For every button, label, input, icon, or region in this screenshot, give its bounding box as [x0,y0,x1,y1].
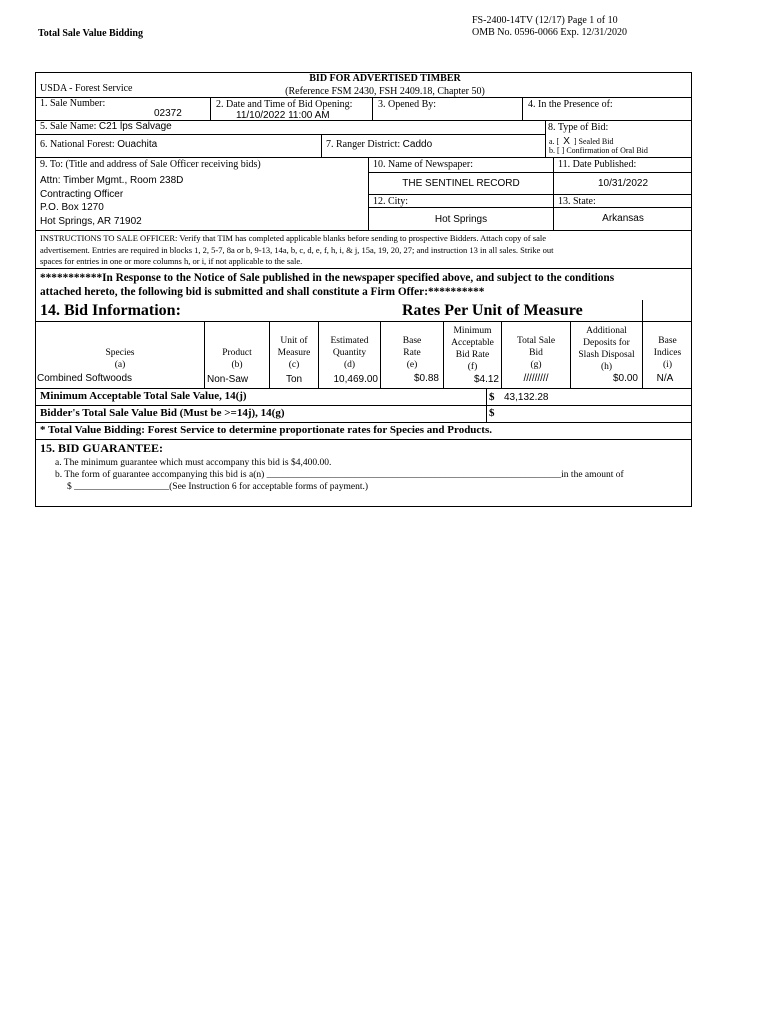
cell-slash-disposal[interactable]: $0.00 [612,373,638,384]
min-total-value[interactable]: 43,132.28 [504,392,549,403]
min-total-dollar: $ [489,391,495,403]
cell-species[interactable]: Combined Softwoods [37,373,133,384]
newspaper-value[interactable]: THE SENTINEL RECORD [402,178,520,189]
sealed-bid-option[interactable]: a. [ X ] Sealed Bid [549,136,614,147]
city-value[interactable]: Hot Springs [434,214,488,225]
bid-opening-label: 2. Date and Time of Bid Opening: [216,99,353,110]
presence-label: 4. In the Presence of: [528,99,613,110]
column-header-base-rate: Base Rate (e) [402,336,422,370]
column-header-unit: Unit of Measure (c) [277,336,311,370]
form-number: FS-2400-14TV (12/17) Page 1 of 10 [472,15,618,26]
ranger-district-value[interactable]: Caddo [402,139,433,150]
ranger-district-field [326,139,432,150]
national-forest-value[interactable]: Ouachita [117,139,158,150]
column-header-min-rate: Minimum Acceptable Bid Rate (f) [451,326,494,372]
cell-quantity[interactable]: 10,469.00 [333,374,378,385]
bid-guarantee-block[interactable] [55,457,624,493]
sale-name-field [40,121,172,132]
sealed-bid-check[interactable]: X [563,136,570,147]
column-header-species: Species (a) [105,348,135,370]
min-total-label: Minimum Acceptable Total Sale Value, 14(j) [40,390,247,402]
total-value-note: * Total Value Bidding: Forest Service to determine proportionate rates for Species and Products. [40,424,493,436]
cell-total-bid[interactable]: ///////// [523,373,549,384]
bid-opening-value[interactable]: 11/10/2022 11:00 AM [236,110,330,121]
rates-title: Rates Per Unit of Measure [402,302,583,319]
instructions-block: INSTRUCTIONS TO SALE OFFICER: Verify that TIM has completed applicable blanks before sending to prospective Bidders. Attach copy of sale advertisement. Entries are required in blocks 1, 2, 5-7, 8a or b, 9-13, 14a, b, c, d, e, f, h, i, & j, 15a, 19, 20, 27; and instruction 13 in all sales. Strike out spaces for entries in one or more columns h, or i, if not applicable to the sale. [40,233,554,266]
ranger-district-label: 7. Ranger District: [326,139,401,150]
address-line: Hot Springs, AR 71902 [40,215,142,227]
type-of-bid-label: 8. Type of Bid: [548,122,609,133]
bidder-total-dollar: $ [489,407,495,419]
document-title: Total Sale Value Bidding [38,28,143,39]
to-label: 9. To: (Title and address of Sale Officer receiving bids) [40,159,261,170]
state-label: 13. State: [558,196,596,207]
opened-by-label: 3. Opened By: [378,99,437,110]
national-forest-label: 6. National Forest: [40,139,115,150]
cell-min-rate[interactable]: $4.12 [473,374,499,385]
column-header-total-bid: Total Sale Bid (g) [516,336,556,370]
cell-product[interactable]: Non-Saw [207,374,249,385]
guarantee-line-b: b. The form of guarantee accompanying this bid is a(n) ______________________________________________________________in the amount of [55,470,624,480]
bid-info-title: 14. Bid Information: [40,302,181,319]
sale-number-label: 1. Sale Number: [40,98,106,109]
sale-name-value[interactable]: C21 lps Salvage [98,121,172,132]
agency-label: USDA - Forest Service [40,83,133,94]
oral-bid-option[interactable]: b. [ ] Confirmation of Oral Bid [549,146,648,155]
date-published-value[interactable]: 10/31/2022 [597,178,649,189]
guarantee-line-a: a. The minimum guarantee which must accompany this bid is $4,400.00. [55,458,332,468]
city-label: 12. City: [373,196,409,207]
form-reference: (Reference FSM 2430, FSH 2409.18, Chapter 50) [285,86,485,97]
sale-name-label: 5. Sale Name: [40,121,97,132]
cell-base-indices[interactable]: N/A [656,373,674,384]
cell-base-rate[interactable]: $0.88 [413,373,439,384]
cell-unit[interactable]: Ton [285,374,303,385]
address-line: Attn: Timber Mgmt., Room 238D [40,175,184,186]
address-line: Contracting Officer [40,188,124,200]
guarantee-line-c: $ ____________________(See Instruction 6 for acceptable forms of payment.) [67,482,369,492]
column-header-slash-disposal: Additional Deposits for Slash Disposal (h) [578,326,635,372]
firm-offer-statement: ***********In Response to the Notice of Sale published in the newspaper specified above, and subject to the conditions attached hereto, the following bid is submitted and shall constitute a Firm Offer:********** [40,272,615,298]
form-title: BID FOR ADVERTISED TIMBER [309,73,461,84]
omb-number: OMB No. 0596-0066 Exp. 12/31/2020 [472,27,627,38]
bid-guarantee-title: 15. BID GUARANTEE: [40,441,164,455]
column-header-quantity: Estimated Quantity (d) [330,336,369,370]
date-published-label: 11. Date Published: [558,159,637,170]
state-value[interactable]: Arkansas [602,213,644,224]
column-header-product: Product (b) [222,348,252,370]
bidder-total-label: Bidder's Total Sale Value Bid (Must be >=14j), 14(g) [40,407,285,419]
national-forest-field [40,139,157,150]
newspaper-label: 10. Name of Newspaper: [373,159,473,170]
sale-number-value[interactable]: 02372 [154,108,182,119]
sale-officer-address[interactable] [40,174,183,228]
address-line: P.O. Box 1270 [40,202,104,213]
column-header-base-indices: Base Indices (i) [653,336,682,370]
